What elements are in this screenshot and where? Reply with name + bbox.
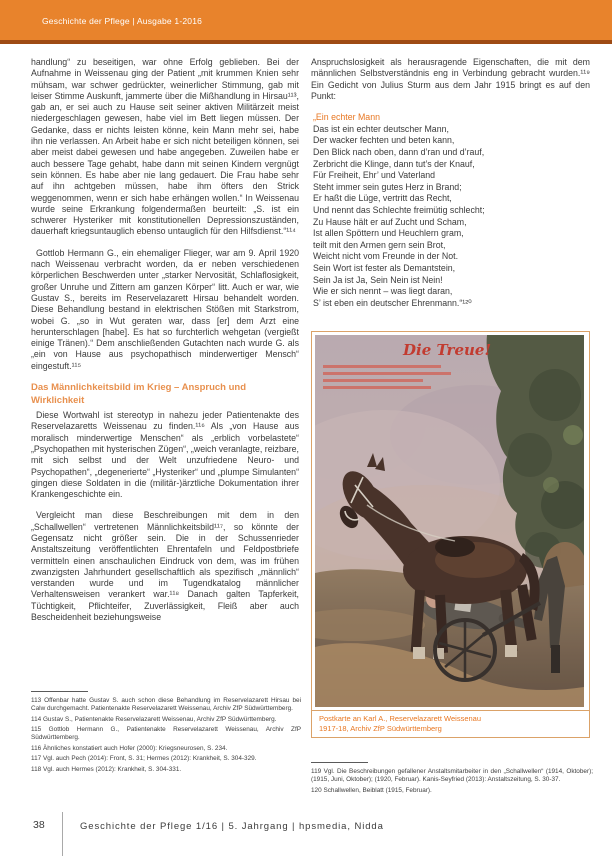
postcard-figure <box>311 331 590 738</box>
footnote-114: 114 Gustav S., Patientenakte Reservelazarett Weissenau, Archiv ZfP Südwürttemberg. <box>31 715 277 723</box>
body-paragraph-5: Anspruchslosigkeit als herausragende Eigenschaften, die mit dem männlichen Selbstverständnis eng in Verbindung gebracht wurden.¹¹⁹ Ein Gedicht von Julius Sturm aus dem Jahr 1915 bringt es auf den Punkt: <box>311 57 590 101</box>
postcard-title-text: Die Treue! <box>403 341 492 359</box>
footnotes-left <box>31 691 301 777</box>
poem-line: Der wacker fechten und beten kann, <box>313 135 455 146</box>
poem-line: Und nennt das Schlechte freimütig schlecht; <box>313 204 485 215</box>
section-heading: Das Männlichkeitsbild im Krieg – Anspruch und Wirklichkeit <box>31 382 247 406</box>
footer-divider <box>62 812 63 856</box>
footnote-separator-rule <box>31 691 88 692</box>
poem-line: Zu Hause hält er auf Zucht und Scham, <box>313 216 467 227</box>
footnote-119: 119 Vgl. Die Beschreibungen gefallener Anstaltsmitarbeiter in den „Schallwellen“ (1914, Oktober); (1915, Juni, Oktober); (1920, Februar). Kanis-Seyfried (2013): Anstaltszeitung, S. 30-37. <box>311 768 593 783</box>
header-journal-title: Geschichte der Pflege | Ausgabe 1-2016 <box>42 16 203 26</box>
page-header <box>0 0 612 44</box>
poem-line: Steht immer sein gutes Herz in Brand; <box>313 181 462 192</box>
body-paragraph-3: Diese Wortwahl ist stereotyp in nahezu jeder Patientenakte des Reservelazaretts Weissenau zu finden.¹¹⁶ Als „von Hause aus moralisch minderwertige Menschen“ als „erblich vorbelastete“ „Psychopathen mit hysterischen Zügen“, „weich veranlagte, reizbare, mit sich selbst und der Welt unzufriedene Neuro- und Psychopathen“, „degenerierte“ „Hysteriker“ und „plumpe Simulanten“ gingen diese Soldaten in die (militär-)ärztliche Dokumentation ihrer Krankengeschichte ein. <box>31 410 299 500</box>
poem-line: Sein Wort ist fester als Demantstein, <box>313 262 456 273</box>
poem-line: Weicht nicht vom Freunde in der Not. <box>313 251 459 262</box>
body-paragraph-1: handlung“ zu beseitigen, war ohne Erfolg geblieben. Bei der Aufnahme in Weissenau ging der Patient „mit krummen Knien sehr mühsam, war schwer gedrückter, weinerlicher Stimmung, gab mit leiser Stimme Auskunft, jammerte über die Mißhandlung in Hirsau¹¹³, gab an, er sei auch zu Hause seit seiner aktiven Militärzeit meist niedergeschlagen gewesen, habe viel im Bett liegen müssen. Der Gedanke, dass er nichts leisten könne, kein Mann mehr sei, habe ihn nie verlassen. An Arbeit habe er sich nicht beteiligen können, sei aber meist dabei gewesen und habe angegeben. Zuweilen habe er auch bessere Tage gehabt, habe dann mit seinen Kindern vergnügt sein können. Es habe aber nie lang gedauert. Die Frau habe sehr auf ihn achtgeben müssen, habe ihm öfters den Strick weggenommen, wenn er sich habe erhängen wollen.“ In Weissenau wurde seine Erkrankung folgendermaßen beurteilt: „S. ist ein schwerer Hysteriker mit konstitutionellen Depressionszuständen, dauerhaft kriegsuntauglich ebenso untauglich für den Hilfsdienst.“¹¹⁴ <box>31 57 299 237</box>
body-paragraph-2: Gottlob Hermann G., ein ehemaliger Flieger, war am 9. April 1920 nach Weissenau verbracht worden, da er neben verschiedenen körperlichen Beschwerden unter „starker Nervosität, Schlaflosigkeit, großer Unruhe und Zittern am ganzen Körper“ litt. Auch er war, wie Gustav S., bereits im Reservelazarett Hirsau behandelt worden. Diese Behandlung bestand in elektrischen Stößen mit Starkstrom, wobei G. „so in Wut geraten war, dass [er] dem Arzt eine herunterschlagen [habe]. Es hat so furchterlich wehgetan (vergießt einige Tränen).“ Dem anschließenden Gutachten nach wurde G. als „ein von Hause aus psychopathisch minderwertiger Mensch“ eingestuft.¹¹⁵ <box>31 247 299 371</box>
page-number: 38 <box>33 819 45 831</box>
poem-line: Den Blick nach oben, dann d’ran und d’rauf, <box>313 146 485 157</box>
poem-line: Ist allen Spöttern und Heuchlern gram, <box>313 228 464 239</box>
figure-caption <box>312 710 589 737</box>
poem-ein-echter-mann <box>311 112 590 309</box>
poem-line: Das ist ein echter deutscher Mann, <box>313 123 449 134</box>
poem-title: „Ein echter Mann <box>313 112 380 123</box>
poem-line: Er haßt die Lüge, vertritt das Recht, <box>313 193 452 204</box>
footnote-118: 118 Vgl. auch Hermes (2012): Krankheit, S. 304-331. <box>31 765 182 773</box>
poem-line: S’ ist eben ein deutscher Ehrenmann.“¹²⁰ <box>313 297 472 308</box>
figure-caption-line-2: 1917-18, Archiv ZfP Südwürttemberg <box>319 723 442 733</box>
photo-haze <box>315 335 584 707</box>
footer-journal-line: Geschichte der Pflege 1/16 | 5. Jahrgang | hpsmedia, Nidda <box>80 821 384 832</box>
poem-line: teilt mit den Armen gern sein Brot, <box>313 239 446 250</box>
poem-line: Wie er sich nennt – was liegt daran, <box>313 286 453 297</box>
figure-caption-line-1: Postkarte an Karl A., Reservelazarett Weissenau <box>319 714 482 723</box>
footnotes-right <box>311 762 593 797</box>
poem-line: Sein Ja ist Ja, Sein Nein ist Nein! <box>313 274 443 285</box>
left-column <box>31 57 299 687</box>
footnote-120: 120 Schallwellen, Beiblatt (1915, Februar). <box>311 786 432 794</box>
postcard-illustration <box>315 335 584 707</box>
footnote-115: 115 Gottlob Hermann G., Patientenakte Reservelazarett Weissenau, Archiv ZfP Südwürttemberg. <box>31 726 301 742</box>
footnote-separator-rule <box>311 762 368 763</box>
footnote-113: 113 Offenbar hatte Gustav S. auch schon diese Behandlung im Reservelazarett Hirsau bei Calw durchgemacht. Patientenakte Reservelazarett Weissenau, Archiv ZfP Südwürttemberg. <box>31 697 301 712</box>
footnote-116: 116 Ähnliches konstatiert auch Hofer (2000): Kriegsneurosen, S. 234. <box>31 744 228 752</box>
poem-line: Für Freiheit, Ehr’ und Vaterland <box>313 170 436 181</box>
footnote-117: 117 Vgl. auch Pech (2014): Front, S. 31; Hermes (2012): Krankheit, S. 304-329. <box>31 755 257 763</box>
right-column <box>311 57 590 309</box>
body-paragraph-4: Vergleicht man diese Beschreibungen mit dem in den „Schallwellen“ vertretenen Männlichkeitsbild¹¹⁷, so könnte der Gegensatz nicht größer sein. Die in der Schussenrieder Anstaltszeitung veröffentlichten Ehrentafeln und Feldpostbriefe vermitteln einen anschaulichen Eindruck von dem, was im frühen zwanzigsten Jahrhundert gesellschaftlich als spezifisch „männlich“ verstanden wurde und im Tugendkatalog männlicher Verhaltensweisen verankert war.¹¹⁸ Danach galten Tapferkeit, Tüchtigkeit, Pflichteifer, Zuverlässigkeit, Fleiß aber auch Bescheidenheit beziehungsweise <box>31 510 299 623</box>
poem-line: Zerbricht die Klinge, dann tut’s der Knauf, <box>313 158 475 169</box>
